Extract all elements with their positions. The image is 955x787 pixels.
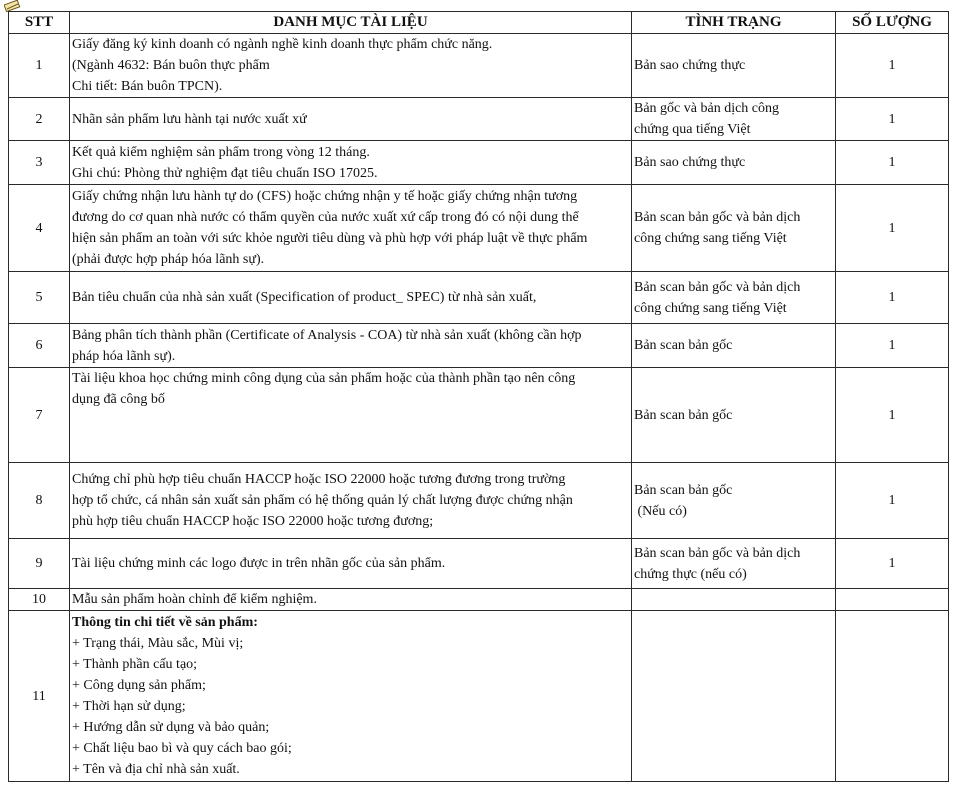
document-line: + Thời hạn sử dụng; — [72, 699, 186, 714]
row-number: 6 — [9, 324, 70, 368]
document-line: Tài liệu chứng minh các logo được in trên nhãn gốc của sản phẩm. — [72, 556, 446, 571]
row-number: 8 — [9, 463, 70, 539]
quantity-cell: 1 — [836, 368, 949, 463]
document-line: + Thành phần cấu tạo; — [72, 657, 198, 672]
document-line: Chứng chỉ phù hợp tiêu chuẩn HACCP hoặc ISO 22000 hoặc tương đương trong trường — [72, 472, 566, 487]
quantity-cell: 1 — [836, 185, 949, 272]
document-line: + Hướng dẫn sử dụng và bảo quản; — [72, 720, 270, 735]
document-cell — [70, 98, 632, 141]
row-number: 11 — [9, 611, 70, 782]
row-number: 3 — [9, 141, 70, 185]
quantity-cell: 1 — [836, 539, 949, 589]
document-cell — [70, 589, 632, 611]
document-line: Bản tiêu chuẩn của nhà sản xuất (Specification of product_ SPEC) từ nhà sản xuất, — [72, 290, 537, 305]
quantity-cell: 1 — [836, 324, 949, 368]
header-status: TÌNH TRẠNG — [632, 12, 836, 34]
header-document-list: DANH MỤC TÀI LIỆU — [70, 12, 632, 34]
table-row — [9, 272, 949, 324]
row-number: 9 — [9, 539, 70, 589]
document-line: dụng đã công bố — [72, 392, 165, 407]
status-cell — [632, 368, 836, 463]
document-cell — [70, 34, 632, 98]
document-cell — [70, 463, 632, 539]
document-line: Tài liệu khoa học chứng minh công dụng của sản phẩm hoặc của thành phần tạo nên công — [72, 371, 576, 386]
quantity-cell: 1 — [836, 34, 949, 98]
table-row — [9, 98, 949, 141]
document-line: (Ngành 4632: Bán buôn thực phẩm — [72, 58, 270, 73]
status-cell — [632, 611, 836, 782]
status-line: chứng qua tiếng Việt — [634, 122, 751, 137]
table-row — [9, 539, 949, 589]
document-line: đương do cơ quan nhà nước có thẩm quyền của nước xuất xứ cấp trong đó có nội dung thể — [72, 210, 579, 225]
status-line: Bản sao chứng thực — [634, 58, 746, 73]
row-number: 1 — [9, 34, 70, 98]
document-line: Bảng phân tích thành phần (Certificate of Analysis - COA) từ nhà sản xuất (không cần hợp — [72, 327, 582, 343]
table-row — [9, 589, 949, 611]
status-cell — [632, 98, 836, 141]
status-line: Bản sao chứng thực — [634, 155, 746, 170]
status-line: Bản scan bản gốc và bản dịch — [634, 210, 801, 225]
document-line: hợp tổ chức, cá nhân sản xuất sản phẩm có hệ thống quản lý chất lượng được chứng nhận — [72, 493, 573, 508]
status-line: công chứng sang tiếng Việt — [634, 231, 787, 246]
status-line: công chứng sang tiếng Việt — [634, 300, 787, 316]
quantity-cell — [836, 611, 949, 782]
document-line: Giấy đăng ký kinh doanh có ngành nghề kinh doanh thực phẩm chức năng. — [72, 37, 493, 52]
table-row — [9, 611, 949, 782]
document-line: Mẫu sản phẩm hoàn chỉnh để kiểm nghiệm. — [72, 592, 317, 607]
quantity-cell: 1 — [836, 98, 949, 141]
table-row — [9, 324, 949, 368]
document-line: phù hợp tiêu chuẩn HACCP hoặc ISO 22000 hoặc tương đương; — [72, 514, 434, 529]
document-line: pháp hóa lãnh sự). — [72, 348, 176, 364]
document-line: Ghi chú: Phòng thử nghiệm đạt tiêu chuẩn ISO 17025. — [72, 165, 378, 181]
status-line: Bản scan bản gốc và bản dịch — [634, 279, 801, 295]
document-checklist-table — [8, 11, 949, 782]
header-quantity: SỐ LƯỢNG — [836, 12, 949, 34]
document-line: hiện sản phẩm an toàn với sức khỏe người tiêu dùng và phù hợp với pháp luật về thực phẩm — [72, 231, 588, 246]
status-line: Bản scan bản gốc — [634, 407, 733, 423]
status-line: Bản scan bản gốc — [634, 338, 733, 353]
quantity-cell — [836, 589, 949, 611]
header-stt: STT — [9, 12, 70, 34]
row-number: 10 — [9, 589, 70, 611]
document-cell — [70, 611, 632, 782]
document-cell — [70, 272, 632, 324]
document-line: Nhãn sản phẩm lưu hành tại nước xuất xứ — [72, 111, 307, 127]
table-row — [9, 185, 949, 272]
status-cell — [632, 141, 836, 185]
row-number: 2 — [9, 98, 70, 141]
status-line: Bản scan bản gốc và bản dịch — [634, 545, 801, 561]
table-row — [9, 368, 949, 463]
table-row — [9, 463, 949, 539]
document-cell — [70, 324, 632, 368]
status-cell — [632, 324, 836, 368]
document-line: + Công dụng sản phẩm; — [72, 678, 206, 693]
document-cell — [70, 368, 632, 463]
status-cell — [632, 589, 836, 611]
row-number: 4 — [9, 185, 70, 272]
document-cell — [70, 539, 632, 589]
status-line: chứng thực (nếu có) — [634, 566, 747, 582]
status-cell — [632, 34, 836, 98]
document-line: Giấy chứng nhận lưu hành tự do (CFS) hoặc chứng nhận y tế hoặc giấy chứng nhận tương — [72, 189, 578, 204]
quantity-cell: 1 — [836, 463, 949, 539]
document-line: Chi tiết: Bán buôn TPCN). — [72, 79, 223, 94]
row-number: 5 — [9, 272, 70, 324]
document-cell — [70, 185, 632, 272]
status-line: Bản scan bản gốc — [634, 482, 733, 498]
status-cell — [632, 463, 836, 539]
document-line: (phải được hợp pháp hóa lãnh sự). — [72, 252, 265, 267]
quantity-cell: 1 — [836, 141, 949, 185]
row-number: 7 — [9, 368, 70, 463]
document-line: + Chất liệu bao bì và quy cách bao gói; — [72, 741, 292, 756]
document-line: Kết quả kiểm nghiệm sản phẩm trong vòng 12 tháng. — [72, 144, 370, 160]
status-line: Bản gốc và bản dịch công — [634, 101, 780, 116]
header-row — [9, 12, 949, 34]
table-row — [9, 34, 949, 98]
document-line: + Tên và địa chỉ nhà sản xuất. — [72, 762, 240, 777]
status-cell — [632, 185, 836, 272]
status-cell — [632, 272, 836, 324]
document-heading: Thông tin chi tiết về sản phẩm: — [72, 615, 258, 630]
quantity-cell: 1 — [836, 272, 949, 324]
status-line: (Nếu có) — [634, 503, 687, 519]
document-line: + Trạng thái, Màu sắc, Mùi vị; — [72, 636, 244, 651]
status-cell — [632, 539, 836, 589]
table-row — [9, 141, 949, 185]
document-cell — [70, 141, 632, 185]
